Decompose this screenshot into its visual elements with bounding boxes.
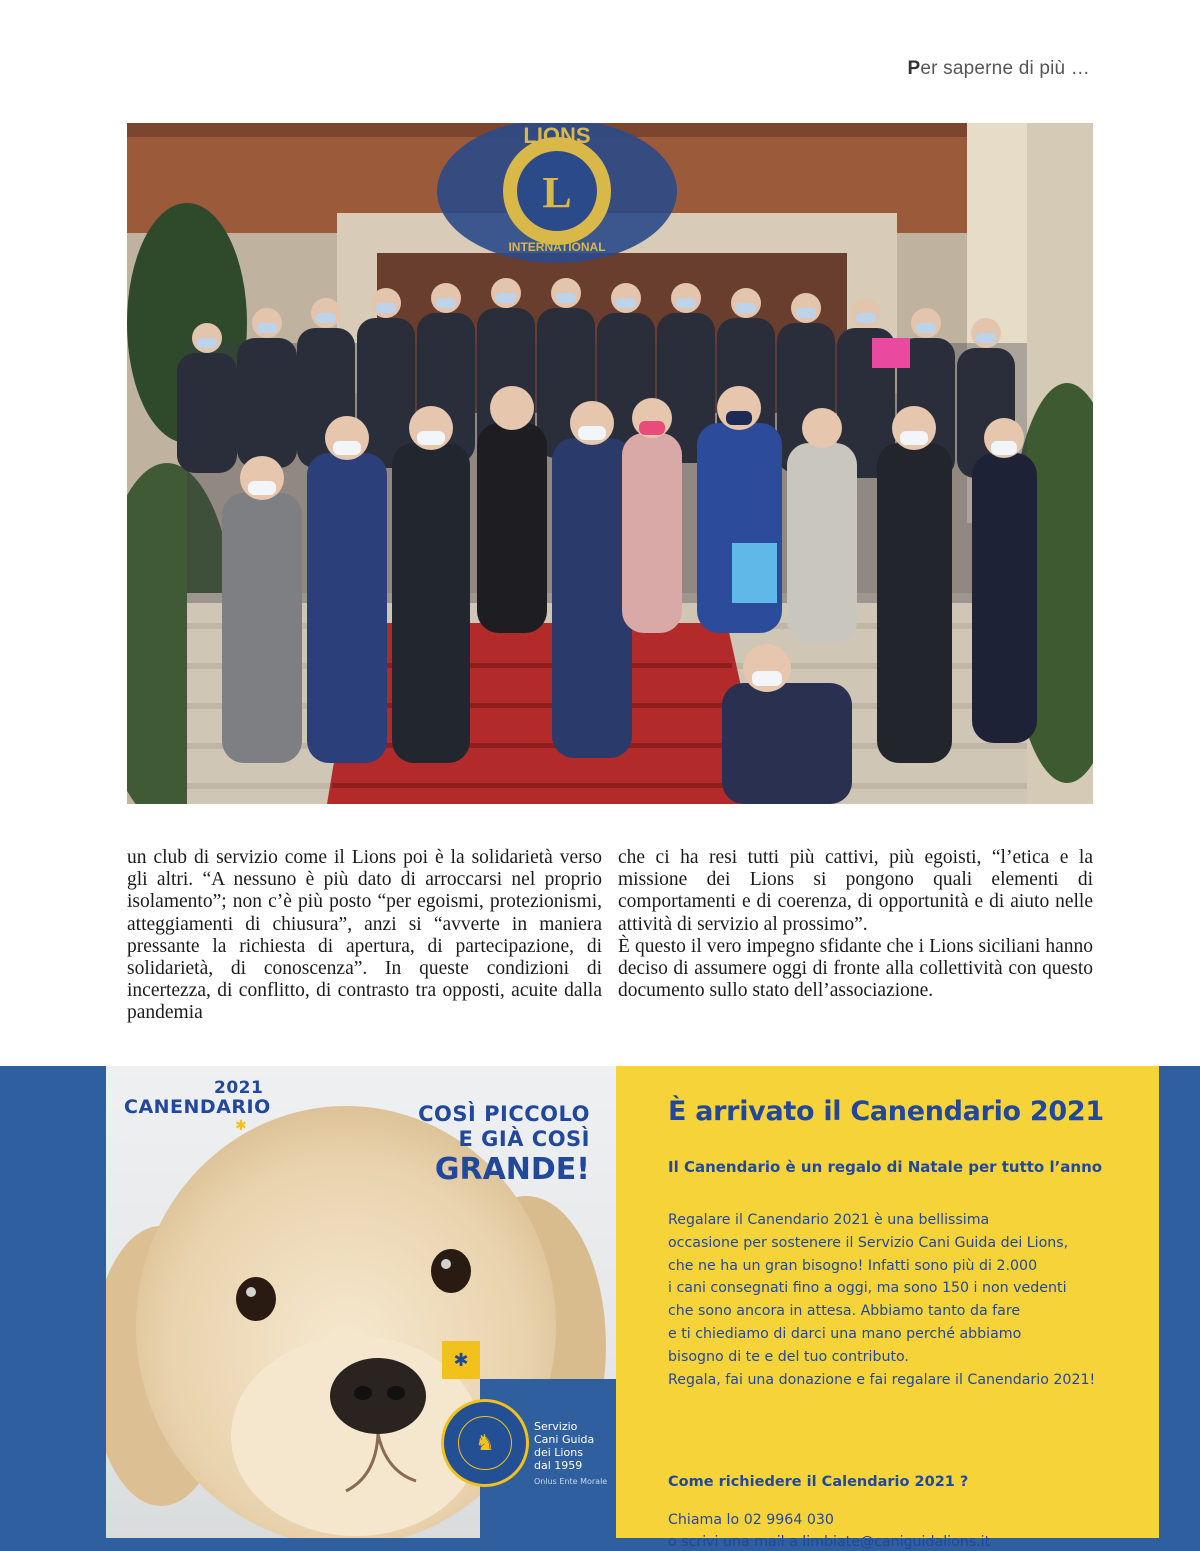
- service-label: [534, 1420, 607, 1488]
- group-photo: [127, 123, 1093, 804]
- article-columns: [127, 847, 1093, 1025]
- ad-body: [668, 1209, 1158, 1391]
- service-seal-icon: [441, 1399, 529, 1487]
- running-header-text: er saperne di più …: [920, 58, 1090, 79]
- ad-text-panel: [616, 1066, 1159, 1550]
- sign-bottom: INTERNATIONAL: [508, 240, 606, 254]
- slogan-line-3: GRANDE!: [434, 1152, 590, 1187]
- canendario-logo-year: 2021: [214, 1078, 264, 1098]
- ad-body-line: che ne ha un gran bisogno! Infatti sono più di 2.000: [668, 1257, 1038, 1274]
- slogan-line-1: COSÌ PICCOLO: [418, 1102, 590, 1126]
- ad-subtitle: Il Canendario è un regalo di Natale per tutto l’anno: [668, 1158, 1103, 1176]
- canendario-logo-word: CANENDARIO: [124, 1096, 271, 1118]
- ad-title: È arrivato il Canendario 2021: [668, 1096, 1104, 1127]
- ad-body-line: bisogno di te e del tuo contributo.: [668, 1348, 909, 1365]
- paw-badge-icon: ✱: [442, 1341, 480, 1379]
- service-line: dei Lions: [534, 1446, 583, 1459]
- ad-how-title: Come richiedere il Calendario 2021 ?: [668, 1474, 969, 1490]
- sign-top: LIONS: [523, 123, 591, 148]
- canendario-advertisement: [0, 1066, 1200, 1551]
- ad-image-panel: [106, 1066, 616, 1538]
- service-line: Servizio: [534, 1420, 578, 1433]
- article-column-left: [127, 847, 602, 1025]
- ad-contact: [668, 1509, 990, 1551]
- article-paragraph: un club di servizio come il Lions poi è la solidarietà verso gli altri. “A nessuno è più dato di arroccarsi nel proprio isolamento”; non c’è più posto “per egoismi, protezionismi, atteggiamenti di chiusura”, anzi si “avverte in maniera pressante la richiesta di apertura, di partecipazione, di solidarietà, di conoscenza”. In queste condizioni di incertezza, di conflitto, di contrasto tra opposti, acuite dalla pandemia: [127, 847, 602, 1024]
- service-line: dal 1959: [534, 1459, 583, 1472]
- ad-contact-phone: Chiama lo 02 9964 030: [668, 1512, 834, 1528]
- guide-dog-icon: ♞: [458, 1416, 512, 1470]
- sign-letter: L: [542, 168, 572, 217]
- article-paragraph: È questo il vero impegno sfidante che i Lions siciliani hanno deciso di assumere oggi di fronte alla collettività con questo documento sullo stato dell’associazione.: [618, 935, 1093, 1002]
- ad-contact-email: o scrivi una mail a limbiate@caniguidalions.it: [668, 1534, 991, 1550]
- ad-body-line: Regala, fai una donazione e fai regalare il Canendario 2021!: [668, 1371, 1096, 1388]
- ad-body-line: i cani consegnati fino a oggi, ma sono 150 i non vedenti: [668, 1280, 1067, 1297]
- service-line: Cani Guida: [534, 1433, 595, 1446]
- canendario-logo: [124, 1078, 271, 1134]
- service-ente: Onlus Ente Morale: [534, 1477, 608, 1486]
- slogan-line-2: E GIÀ COSÌ: [458, 1127, 590, 1151]
- article-paragraph: che ci ha resi tutti più cattivi, più egoisti, “l’etica e la missione dei Lions si pongono quali elementi di comportamenti e di coerenza, di opportunità e di aiuto nelle attività di servizio al prossimo”.: [618, 847, 1093, 935]
- paw-icon: ✱: [235, 1118, 248, 1134]
- article-column-right: [618, 847, 1093, 1025]
- running-header-initial: P: [907, 58, 921, 79]
- ad-body-line: e ti chiediamo di darci una mano perché abbiamo: [668, 1325, 1022, 1342]
- ad-body-line: occasione per sostenere il Servizio Cani Guida dei Lions,: [668, 1234, 1069, 1251]
- running-header: [908, 58, 1091, 80]
- ad-slogan: [418, 1102, 590, 1188]
- ad-body-line: Regalare il Canendario 2021 è una bellissima: [668, 1212, 990, 1228]
- ad-body-line: che sono ancora in attesa. Abbiamo tanto da fare: [668, 1303, 1021, 1320]
- group-photo-icon: [127, 123, 1093, 804]
